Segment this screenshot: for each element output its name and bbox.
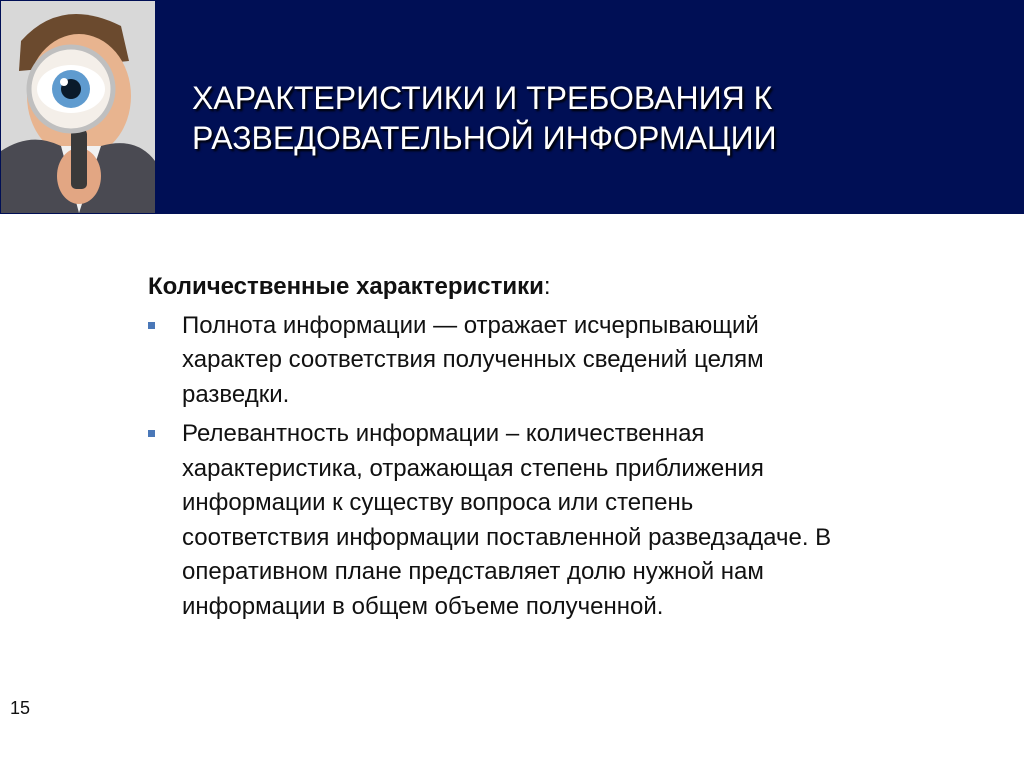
list-item — [148, 417, 968, 624]
square-bullet-icon — [148, 430, 155, 437]
slide-title-line: ХАРАКТЕРИСТИКИ И ТРЕБОВАНИЯ К — [192, 80, 773, 116]
slide-title — [192, 78, 992, 158]
bullet-line: Релевантность информации – количественная — [182, 420, 705, 447]
bullet-line: информации к существу вопроса или степень — [182, 489, 694, 516]
slide-title-line: РАЗВЕДОВАТЕЛЬНОЙ ИНФОРМАЦИИ — [192, 120, 777, 156]
section-heading-text: Количественные характеристики — [148, 273, 544, 300]
bullet-line: информации в общем объеме полученной. — [182, 592, 664, 620]
section-heading-colon: : — [543, 273, 551, 300]
bullet-line: Полнота информации — отражает исчерпывающий — [182, 311, 759, 339]
square-bullet-icon — [148, 322, 155, 329]
bullet-line: разведки. — [182, 380, 290, 408]
slide-header — [0, 0, 1024, 214]
magnifying-glass-eye-icon — [1, 1, 155, 213]
list-item — [148, 309, 968, 413]
bullet-list — [148, 309, 968, 625]
bullet-line: характер соответствия полученных сведений целям — [182, 346, 764, 373]
page-number: 15 — [10, 698, 31, 718]
bullet-line: соответствия информации поставленной разведзадаче. В — [182, 523, 832, 551]
bullet-line: оперативном плане представляет долю нужной нам — [182, 558, 764, 585]
slide-content — [148, 270, 968, 629]
section-heading — [148, 270, 968, 305]
bullet-line: характеристика, отражающая степень приближения — [182, 454, 764, 482]
